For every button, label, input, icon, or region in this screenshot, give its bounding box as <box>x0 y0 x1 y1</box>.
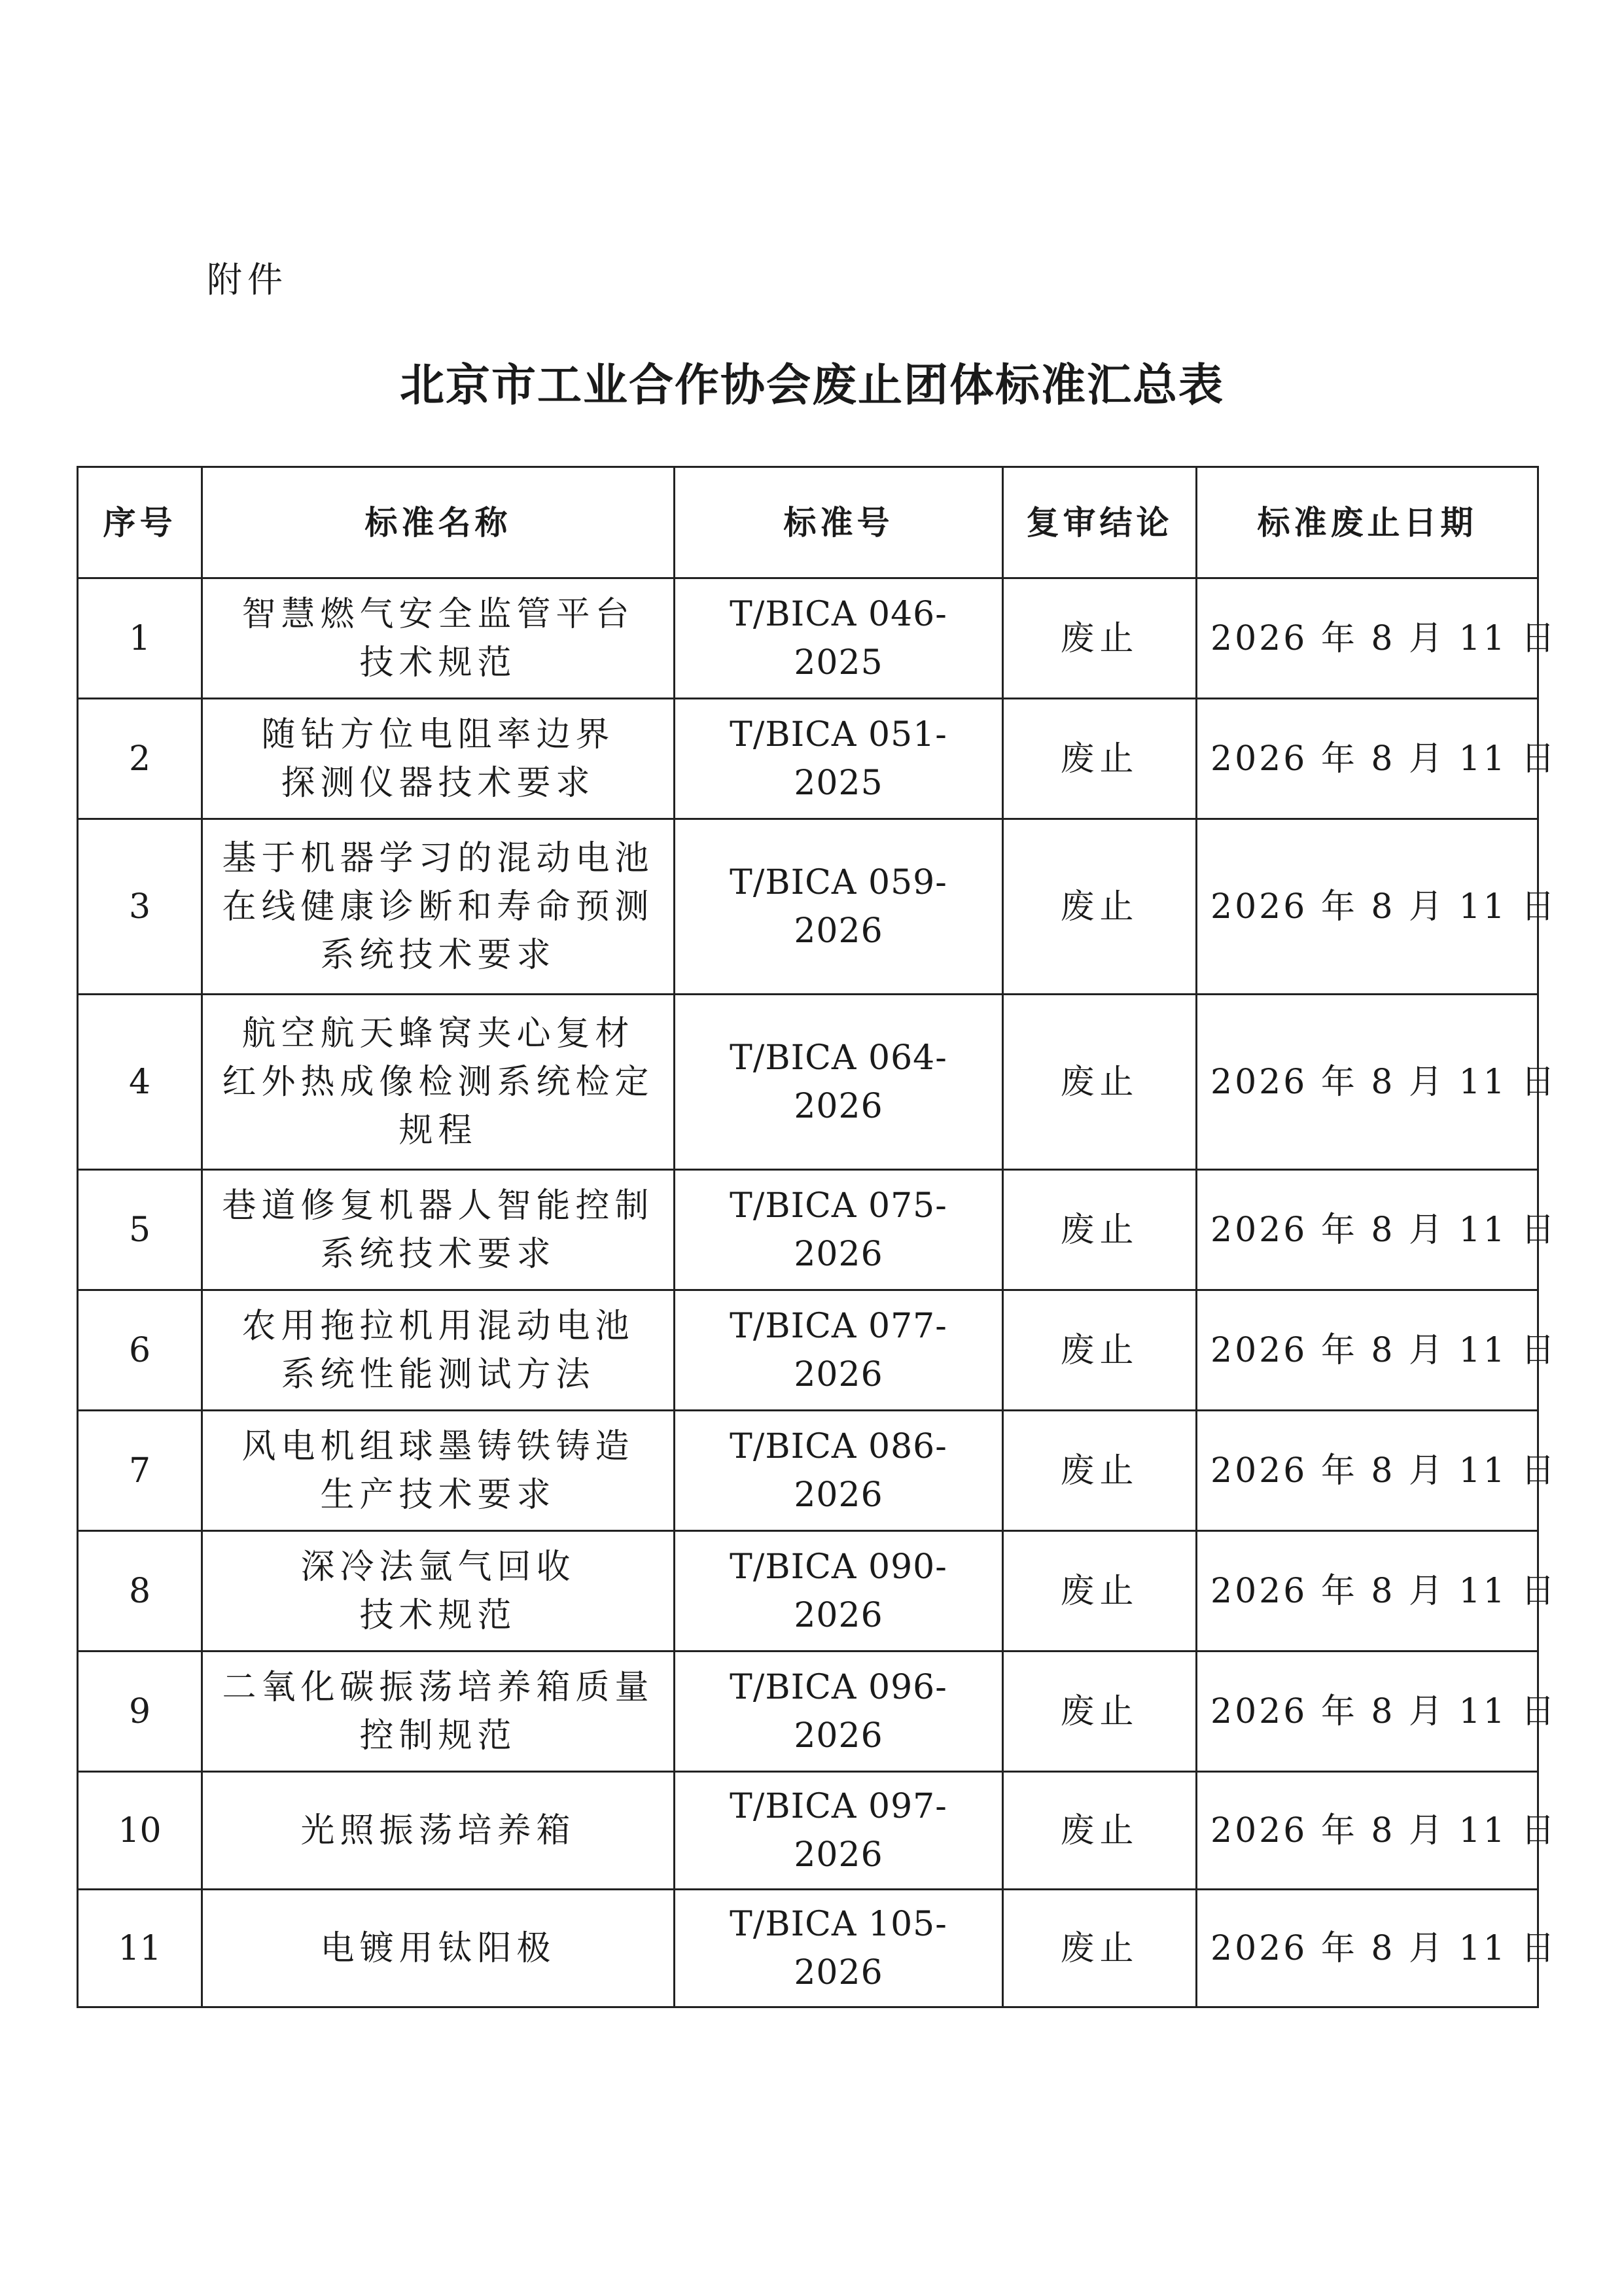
standard-name <box>202 819 675 995</box>
standard-name <box>202 1890 675 2007</box>
table-row <box>78 699 1538 819</box>
standard-name-line: 智慧燃气安全监管平台 <box>241 594 635 634</box>
abolition-date: 2026 年 8 月 11 日 <box>1197 1531 1538 1651</box>
standard-code: T/BICA 096-2026 <box>675 1651 1003 1772</box>
review-conclusion: 废止 <box>1003 819 1197 995</box>
standard-name-line: 风电机组球墨铸铁铸造 <box>241 1426 635 1466</box>
header-conclusion: 复审结论 <box>1003 467 1197 578</box>
abolition-date: 2026 年 8 月 11 日 <box>1197 578 1538 699</box>
standard-name <box>202 1170 675 1290</box>
abolition-date: 2026 年 8 月 11 日 <box>1197 1772 1538 1890</box>
header-date: 标准废止日期 <box>1197 467 1538 578</box>
table-row <box>78 1772 1538 1890</box>
abolition-date: 2026 年 8 月 11 日 <box>1197 699 1538 819</box>
standard-name-line: 电镀用钛阳极 <box>320 1928 556 1968</box>
review-conclusion: 废止 <box>1003 995 1197 1170</box>
standard-code: T/BICA 086-2026 <box>675 1411 1003 1531</box>
abolition-date: 2026 年 8 月 11 日 <box>1197 1170 1538 1290</box>
standard-name <box>202 1651 675 1772</box>
row-number: 5 <box>78 1170 202 1290</box>
standard-name <box>202 699 675 819</box>
header-code: 标准号 <box>675 467 1003 578</box>
standard-name-line: 探测仪器技术要求 <box>281 763 595 803</box>
standard-code: T/BICA 046-2025 <box>675 578 1003 699</box>
standard-name <box>202 995 675 1170</box>
standard-name <box>202 1290 675 1411</box>
standard-name-line: 红外热成像检测系统检定 <box>222 1062 654 1102</box>
standard-name-line: 控制规范 <box>359 1716 517 1756</box>
row-number: 4 <box>78 995 202 1170</box>
standard-name-line: 系统技术要求 <box>320 1234 556 1274</box>
standard-code: T/BICA 064-2026 <box>675 995 1003 1170</box>
abolition-date: 2026 年 8 月 11 日 <box>1197 1651 1538 1772</box>
standard-name <box>202 1411 675 1531</box>
standard-code: T/BICA 077-2026 <box>675 1290 1003 1411</box>
attachment-label: 附件 <box>207 259 288 300</box>
row-number: 9 <box>78 1651 202 1772</box>
standard-name-line: 航空航天蜂窝夹心复材 <box>241 1014 635 1053</box>
standard-code: T/BICA 090-2026 <box>675 1531 1003 1651</box>
abolition-date: 2026 年 8 月 11 日 <box>1197 1290 1538 1411</box>
review-conclusion: 废止 <box>1003 1411 1197 1531</box>
standards-table <box>77 466 1558 2008</box>
review-conclusion: 废止 <box>1003 1290 1197 1411</box>
standard-name <box>202 1772 675 1890</box>
row-number: 2 <box>78 699 202 819</box>
review-conclusion: 废止 <box>1003 1651 1197 1772</box>
table-row <box>78 819 1538 995</box>
standard-code: T/BICA 097-2026 <box>675 1772 1003 1890</box>
standard-name-line: 系统技术要求 <box>320 935 556 975</box>
table-row <box>78 1170 1538 1290</box>
review-conclusion: 废止 <box>1003 1531 1197 1651</box>
row-number: 10 <box>78 1772 202 1890</box>
row-number: 3 <box>78 819 202 995</box>
row-number: 11 <box>78 1890 202 2007</box>
standard-code: T/BICA 105-2026 <box>675 1890 1003 2007</box>
standard-code: T/BICA 059-2026 <box>675 819 1003 995</box>
review-conclusion: 废止 <box>1003 1772 1197 1890</box>
standard-name <box>202 1531 675 1651</box>
standard-name-line: 巷道修复机器人智能控制 <box>222 1186 654 1226</box>
row-number: 1 <box>78 578 202 699</box>
standard-name <box>202 578 675 699</box>
standard-name-line: 系统性能测试方法 <box>281 1354 595 1394</box>
abolition-date: 2026 年 8 月 11 日 <box>1197 1411 1538 1531</box>
standard-name-line: 在线健康诊断和寿命预测 <box>222 887 654 927</box>
standard-name-line: 基于机器学习的混动电池 <box>222 838 654 878</box>
standard-code: T/BICA 051-2025 <box>675 699 1003 819</box>
table-row <box>78 1890 1538 2007</box>
header-no: 序号 <box>78 467 202 578</box>
table-row <box>78 995 1538 1170</box>
table-row <box>78 578 1538 699</box>
review-conclusion: 废止 <box>1003 1890 1197 2007</box>
header-name: 标准名称 <box>202 467 675 578</box>
table-row <box>78 1411 1538 1531</box>
abolition-date: 2026 年 8 月 11 日 <box>1197 995 1538 1170</box>
standard-name-line: 随钻方位电阻率边界 <box>261 715 615 754</box>
abolition-date: 2026 年 8 月 11 日 <box>1197 819 1538 995</box>
standard-name-line: 光照振荡培养箱 <box>300 1810 576 1850</box>
row-number: 6 <box>78 1290 202 1411</box>
review-conclusion: 废止 <box>1003 1170 1197 1290</box>
document-title: 北京市工业合作协会废止团体标准汇总表 <box>399 360 1224 412</box>
table-header-row <box>78 467 1538 578</box>
row-number: 7 <box>78 1411 202 1531</box>
abolition-date: 2026 年 8 月 11 日 <box>1197 1890 1538 2007</box>
standard-name-line: 规程 <box>398 1110 478 1150</box>
review-conclusion: 废止 <box>1003 578 1197 699</box>
row-number: 8 <box>78 1531 202 1651</box>
standard-name-line: 生产技术要求 <box>320 1475 556 1515</box>
standard-name-line: 技术规范 <box>359 643 517 682</box>
standard-name-line: 农用拖拉机用混动电池 <box>241 1306 635 1346</box>
standard-name-line: 二氧化碳振荡培养箱质量 <box>222 1667 654 1707</box>
standard-name-line: 深冷法氩气回收 <box>300 1547 576 1587</box>
table-row <box>78 1651 1538 1772</box>
standard-name-line: 技术规范 <box>359 1595 517 1635</box>
table-row <box>78 1290 1538 1411</box>
table-row <box>78 1531 1538 1651</box>
review-conclusion: 废止 <box>1003 699 1197 819</box>
standard-code: T/BICA 075-2026 <box>675 1170 1003 1290</box>
